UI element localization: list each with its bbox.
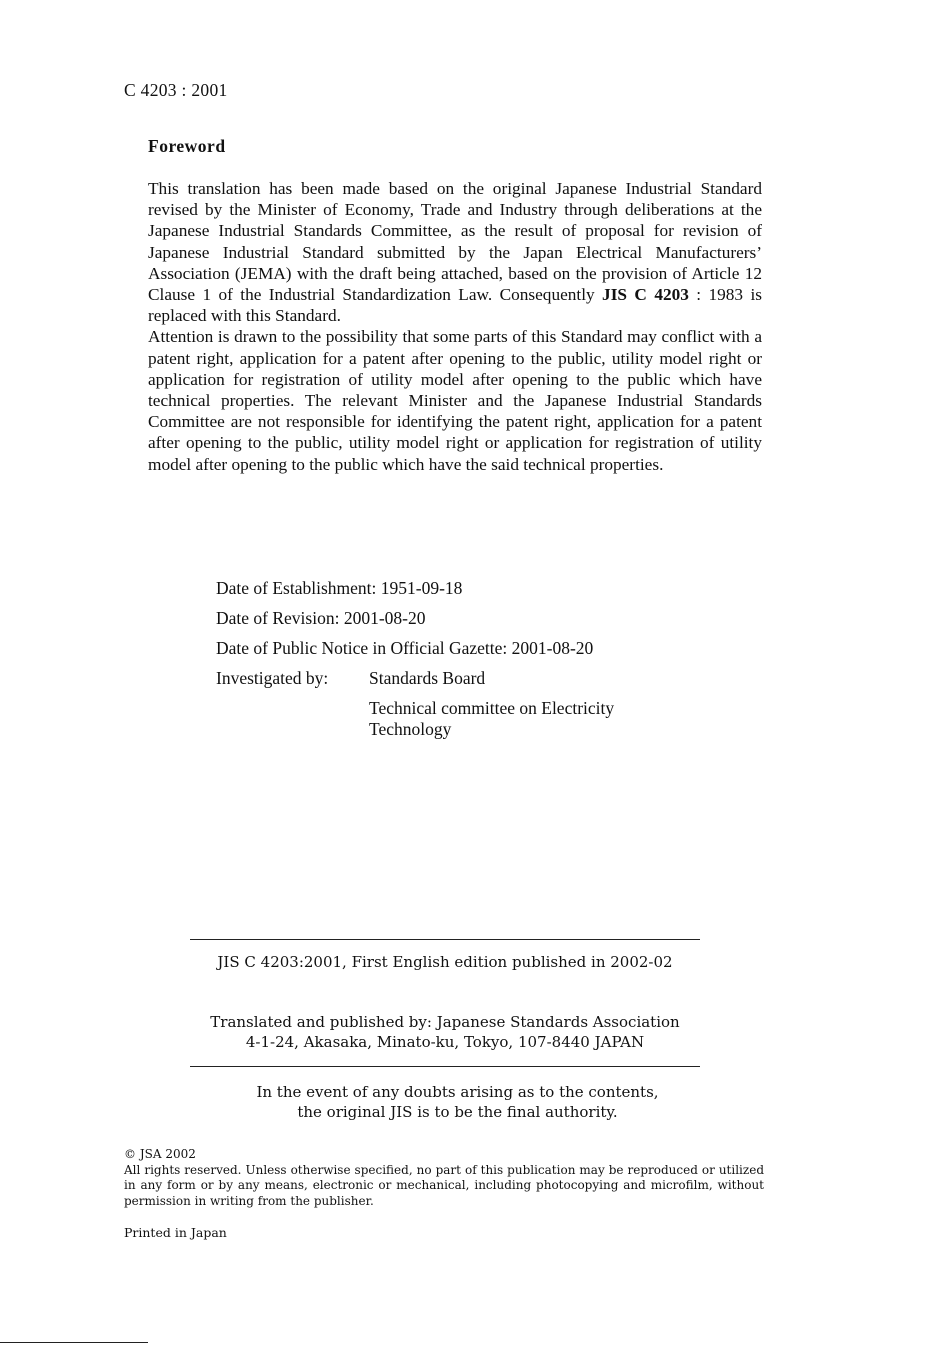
date-of-establishment: Date of Establishment: 1951-09-18 [216, 578, 463, 598]
foreword-paragraph-1-text: This translation has been made based on the original Japanese Industrial Standard revised by the Minister of Economy, Trade and Industry through deliberations at the Japanese Industrial Standards Committee, as the result of proposal for revision of Japanese Industrial Standard submitted by the Japan Electrical Manufacturers’ Association (JEMA) with the draft being attached, based on the provision of Article 12 Clause 1 of the Industrial Standardization Law. Consequently [148, 179, 762, 305]
foreword-paragraph-1 [148, 178, 762, 326]
page-edge-rule [0, 1342, 148, 1343]
document-id: C 4203 : 2001 [124, 80, 228, 100]
authority-notice-line-1: In the event of any doubts arising as to the contents, [256, 1083, 659, 1101]
copyright-block [124, 1147, 764, 1209]
publisher-line: Translated and published by: Japanese Standards Association [210, 1013, 680, 1031]
investigated-by-value: Standards Board [369, 668, 486, 688]
replaced-standard-number: JIS C 4203 [602, 285, 689, 305]
divider-top [190, 939, 700, 940]
foreword-heading: Foreword [148, 136, 226, 156]
foreword-paragraph-1-tail: : 1983 is replaced with this Standard. [148, 285, 762, 326]
date-of-revision: Date of Revision: 2001-08-20 [216, 608, 426, 628]
foreword-paragraph-2: Attention is drawn to the possibility that some parts of this Standard may conflict with a patent right, application for a patent after opening to the public, utility model right or application for registration of utility model after opening to the public which have technical properties. The relevant Minister and the Japanese Industrial Standards Committee are not responsible for identifying the patent right, application for a patent after opening to the public, utility model right or application for registration of utility model after opening to the public which have the said technical properties. [148, 327, 762, 474]
divider-bottom [190, 1066, 700, 1067]
edition-line: JIS C 4203:2001, First English edition published in 2002-02 [217, 953, 673, 971]
copyright-notice: © JSA 2002 [124, 1147, 196, 1161]
investigated-by-label: Investigated by: [216, 668, 329, 688]
publisher-address: 4-1-24, Akasaka, Minato-ku, Tokyo, 107-8440 JAPAN [245, 1033, 645, 1051]
foreword-body [148, 178, 762, 475]
authority-notice-line-2: the original JIS is to be the final authority. [297, 1103, 618, 1121]
technical-committee: Technical committee on Electricity Technology [369, 698, 615, 739]
rights-statement: All rights reserved. Unless otherwise specified, no part of this publication may be reproduced or utilized in any form or by any means, electronic or mechanical, including photocopying and microfilm, without permission in writing from the publisher. [124, 1162, 764, 1208]
printed-in: Printed in Japan [124, 1225, 227, 1240]
date-of-public-notice: Date of Public Notice in Official Gazette: 2001-08-20 [216, 638, 594, 658]
